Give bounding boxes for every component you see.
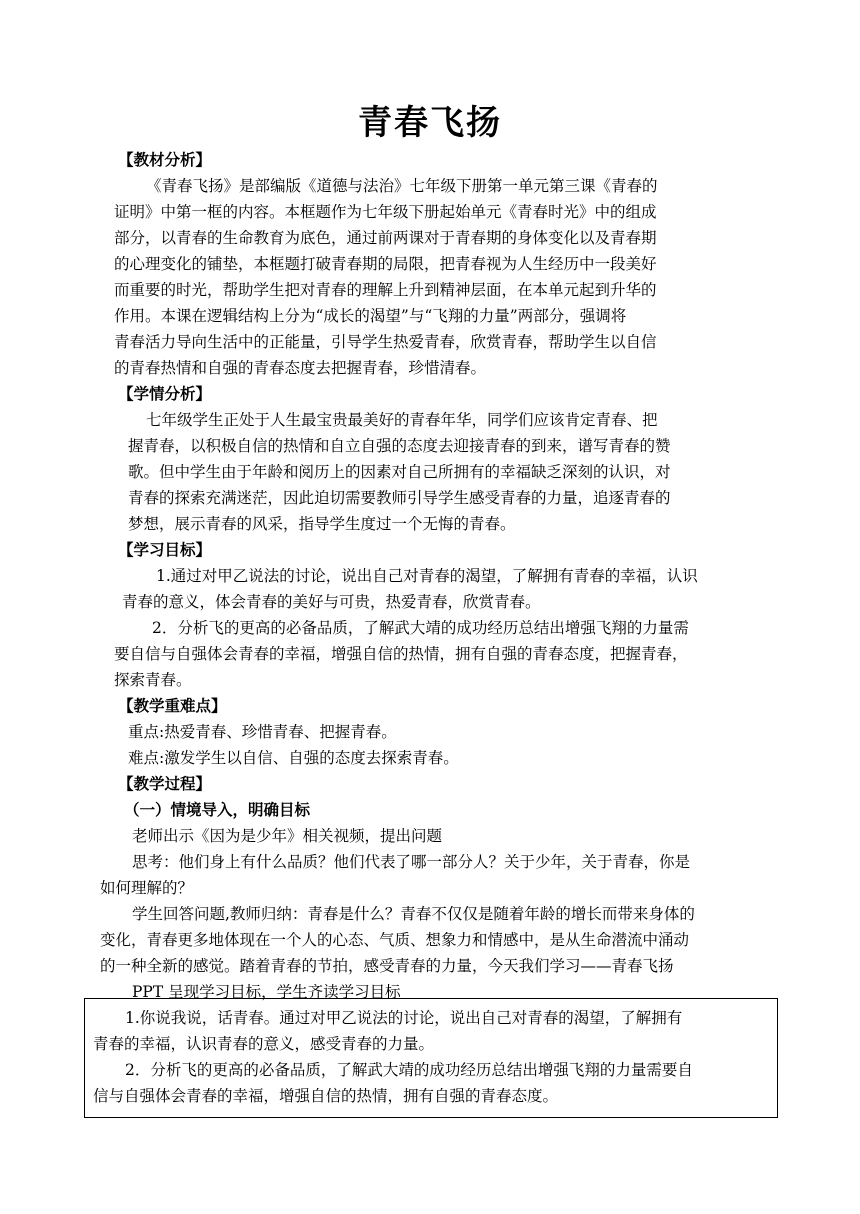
focus-text: 重点:热爱青春、珍惜青春、把握青春。 bbox=[128, 723, 397, 741]
document-body bbox=[100, 147, 780, 1005]
paragraph-line: 《青春飞扬》是部编版《道德与法治》七年级下册第一单元第三课《青春的 bbox=[146, 177, 658, 195]
paragraph-line: 而重要的时光，帮助学生把对青春的理解上升到精神层面，在本单元起到升华的 bbox=[114, 281, 657, 299]
box-line: 2．分析飞的更高的必备品质，了解武大靖的成功经历总结出增强飞翔的力量需要自 bbox=[125, 1061, 693, 1079]
paragraph-line: 的青春热情和自强的青春态度去把握青春，珍惜清春。 bbox=[114, 359, 487, 377]
learning-goals-box bbox=[84, 998, 778, 1118]
process-line: 变化，青春更多地体现在一个人的心态、气质、想象力和情感中，是从生命潜流中涌动 bbox=[100, 931, 690, 949]
page-title: 青春飞扬 bbox=[358, 103, 502, 143]
key-points-heading: 【教学重难点】 bbox=[118, 697, 227, 715]
box-line: 青春的幸福，认识青春的意义，感受青春的力量。 bbox=[93, 1035, 435, 1053]
goal-line: 1.通过对甲乙说法的讨论，说出自己对青春的渴望，了解拥有青春的幸福，认识 bbox=[156, 567, 698, 585]
learning-goals-paragraph bbox=[100, 563, 780, 693]
goal-line: 2．分析飞的更高的必备品质，了解武大靖的成功经历总结出增强飞翔的力量需 bbox=[152, 619, 689, 637]
paragraph-line: 青春的探索充满迷茫，因此迫切需要教师引导学生感受青春的力量，追逐青春的 bbox=[128, 489, 671, 507]
box-line: 信与自强体会青春的幸福，增强自信的热情，拥有自强的青春态度。 bbox=[93, 1087, 559, 1105]
paragraph-line: 握青春，以积极自信的热情和自立自强的态度去迎接青春的到来，谱写青春的赞 bbox=[128, 437, 671, 455]
process-paragraph bbox=[100, 823, 780, 1005]
difficulty-text: 难点:激发学生以自信、自强的态度去探索青春。 bbox=[128, 749, 459, 767]
teaching-process-heading: 【教学过程】 bbox=[118, 775, 212, 793]
paragraph-line: 证明》中第一框的内容。本框题作为七年级下册起始单元《青春时光》中的组成 bbox=[114, 203, 657, 221]
paragraph-line: 青春活力导向生活中的正能量，引导学生热爱青春，欣赏青春，帮助学生以自信 bbox=[114, 333, 657, 351]
student-analysis-paragraph bbox=[100, 407, 780, 537]
process-line: 的一种全新的感觉。踏着青春的节拍，感受青春的力量，今天我们学习——青春飞扬 bbox=[100, 957, 674, 975]
goal-line: 探索青春。 bbox=[114, 671, 192, 689]
process-line: 如何理解的？ bbox=[100, 879, 194, 897]
material-analysis-heading: 【教材分析】 bbox=[118, 151, 212, 169]
process-line: 思考：他们身上有什么品质？他们代表了哪一部分人？关于少年，关于青春，你是 bbox=[132, 853, 691, 871]
paragraph-line: 梦想，展示青春的风采，指导学生度过一个无悔的青春。 bbox=[128, 515, 516, 533]
paragraph-line: 部分，以青春的生命教育为底色，通过前两课对于青春期的身体变化以及青春期 bbox=[114, 229, 657, 247]
box-line: 1.你说我说，话青春。通过对甲乙说法的讨论，说出自己对青春的渴望，了解拥有 bbox=[125, 1009, 683, 1027]
goal-line: 要自信与自强体会青春的幸福，增强自信的热情，拥有自强的青春态度，把握青春， bbox=[114, 645, 688, 663]
paragraph-line: 七年级学生正处于人生最宝贵最美好的青春年华，同学们应该肯定青春、把 bbox=[146, 411, 658, 429]
process-line: 老师出示《因为是少年》相关视频，提出问题 bbox=[132, 827, 443, 845]
process-line: PPT 呈现学习目标，学生齐读学习目标 bbox=[132, 983, 401, 1001]
learning-goals-heading: 【学习目标】 bbox=[118, 541, 212, 559]
process-subheading: （一）情境导入，明确目标 bbox=[124, 801, 311, 819]
paragraph-line: 歌。但中学生由于年龄和阅历上的因素对自己所拥有的幸福缺乏深刻的认识，对 bbox=[128, 463, 671, 481]
process-line: 学生回答问题,教师归纳：青春是什么？青春不仅仅是随着年龄的增长而带来身体的 bbox=[132, 905, 695, 923]
paragraph-line: 作用。本课在逻辑结构上分为“成长的渴望”与“飞翔的力量”两部分，强调将 bbox=[114, 307, 627, 325]
paragraph-line: 的心理变化的铺垫，本框题打破青春期的局限，把青春视为人生经历中一段美好 bbox=[114, 255, 657, 273]
material-analysis-paragraph bbox=[100, 173, 780, 381]
student-analysis-heading: 【学情分析】 bbox=[118, 385, 212, 403]
goal-line: 青春的意义，体会青春的美好与可贵，热爱青春，欣赏青春。 bbox=[122, 593, 541, 611]
